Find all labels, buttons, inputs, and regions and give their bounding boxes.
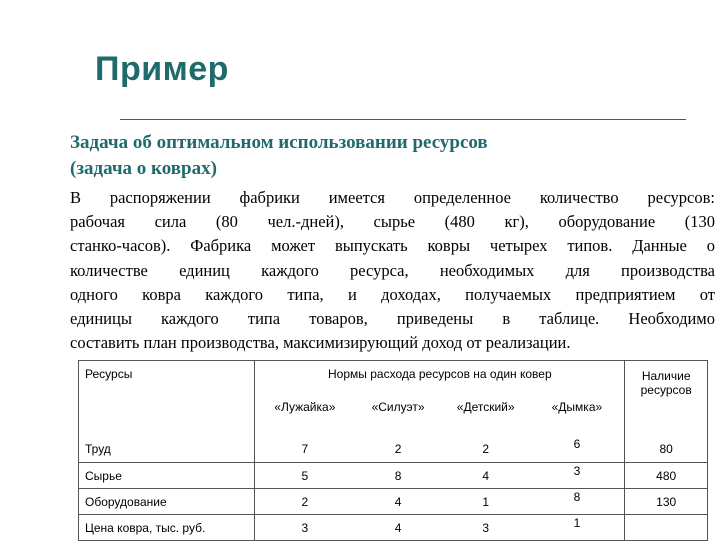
problem-description bbox=[70, 186, 715, 355]
resources-table bbox=[78, 360, 708, 541]
row-value: 3 bbox=[573, 463, 581, 478]
row-value: 4 bbox=[354, 515, 442, 541]
carpet-type-header: «Лужайка» bbox=[274, 399, 336, 414]
paragraph-line: одного ковра каждого типа, и доходах, получаемых предприятием от bbox=[70, 284, 715, 304]
row-available: 80 bbox=[625, 425, 708, 463]
header-spacer bbox=[79, 389, 255, 425]
paragraph-line: рабочая сила (80 чел.-дней), сырье (480 кг), оборудование (130 bbox=[70, 212, 715, 232]
carpet-type-header: «Дымка» bbox=[529, 389, 624, 425]
row-value: 3 bbox=[442, 515, 530, 541]
row-value: 2 bbox=[442, 425, 530, 463]
row-value: 4 bbox=[442, 463, 530, 489]
paragraph-line: В распоряжении фабрики имеется определенное количество ресурсов: bbox=[70, 188, 715, 207]
paragraph-line: количестве единиц каждого ресурса, необходимых для производства bbox=[70, 260, 715, 280]
row-value: 5 bbox=[255, 463, 354, 489]
row-resource: Цена ковра, тыс. руб. bbox=[79, 515, 255, 541]
row-value: 8 bbox=[573, 489, 581, 504]
header-available: Наличие ресурсов bbox=[625, 361, 708, 425]
row-resource: Оборудование bbox=[79, 489, 255, 515]
row-value: 7 bbox=[255, 425, 354, 463]
problem-heading bbox=[70, 130, 670, 182]
row-value: 1 bbox=[573, 515, 581, 530]
paragraph-line: составить план производства, максимизирующий доход от реализации. bbox=[70, 333, 571, 353]
paragraph-line: станко-часов). Фабрика может выпускать ковры четырех типов. Данные о bbox=[70, 236, 715, 256]
title-divider bbox=[120, 119, 686, 120]
row-available bbox=[625, 515, 708, 541]
header-norms: Нормы расхода ресурсов на один ковер bbox=[255, 361, 625, 389]
paragraph-line: единицы каждого типа товаров, приведены в таблице. Необходимо bbox=[70, 309, 715, 329]
carpet-type-header: «Детский» bbox=[456, 399, 515, 414]
row-resource: Сырье bbox=[79, 463, 255, 489]
row-value: 1 bbox=[442, 489, 530, 515]
row-value: 8 bbox=[354, 463, 442, 489]
row-available: 480 bbox=[625, 463, 708, 489]
header-resources: Ресурсы bbox=[79, 361, 255, 389]
row-value: 3 bbox=[255, 515, 354, 541]
slide-title: Пример bbox=[95, 50, 229, 88]
row-value: 6 bbox=[529, 425, 624, 463]
row-available: 130 bbox=[625, 489, 708, 515]
heading-line: Задача об оптимальном использовании ресурсов bbox=[70, 132, 488, 153]
row-value: 4 bbox=[354, 489, 442, 515]
carpet-type-header: «Силуэт» bbox=[371, 399, 425, 414]
row-value: 2 bbox=[354, 425, 442, 463]
row-value: 2 bbox=[255, 489, 354, 515]
row-resource: Труд bbox=[79, 425, 255, 463]
heading-line: (задача о коврах) bbox=[70, 158, 217, 179]
